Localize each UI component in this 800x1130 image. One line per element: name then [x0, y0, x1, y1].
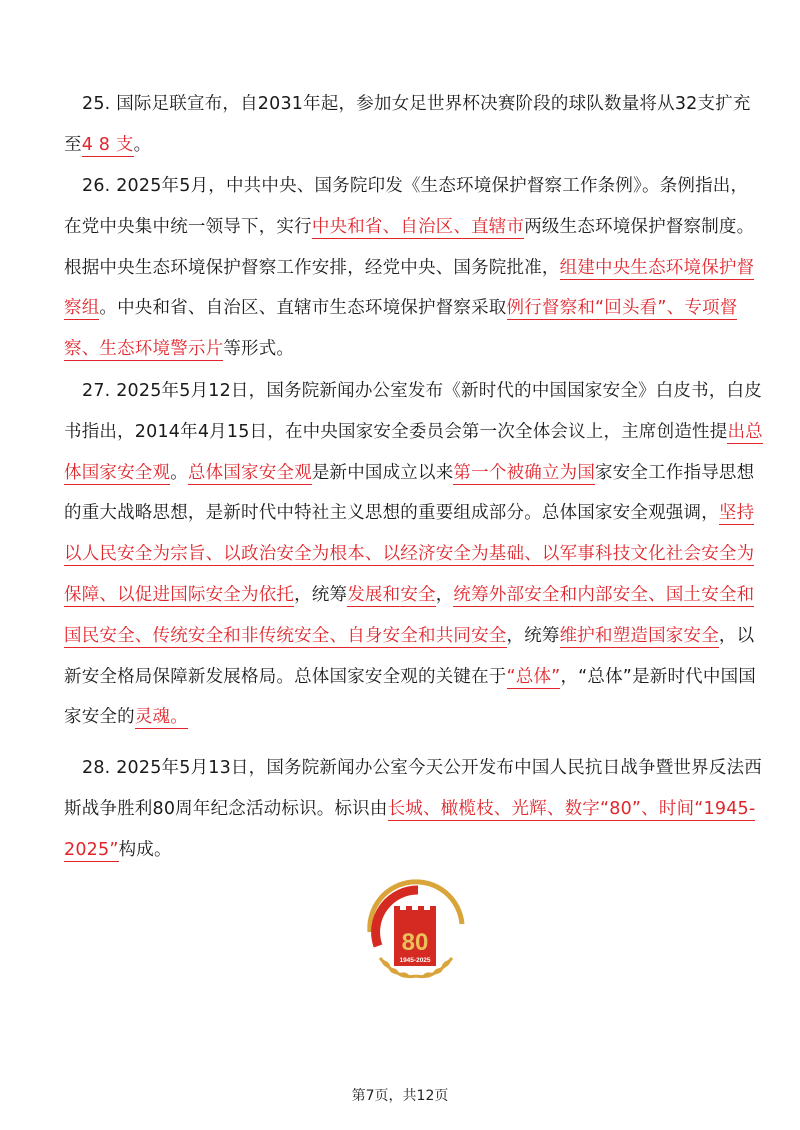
highlighted-answer: 第一个被确立为国: [453, 462, 596, 483]
page-number: 第7页，共12页: [351, 1088, 449, 1104]
highlighted-answer: 总体国家安全观: [187, 462, 312, 483]
paragraph-text: 。: [133, 134, 152, 155]
highlighted-answer: 灵魂。: [134, 707, 188, 728]
paragraph-text: 构成。: [118, 839, 172, 860]
paragraph-text: 等形式。: [223, 339, 295, 360]
paragraph-q25: [64, 84, 764, 166]
paragraph-text: ，“总体”是新时代中国国家安全的: [64, 666, 756, 728]
paragraph-text: 是新中国成立以来: [311, 462, 454, 483]
highlighted-answer: 中央和省、自治区、直辖市: [311, 216, 525, 237]
paragraph-text: ，统筹: [294, 584, 348, 605]
highlighted-answer: 发展和安全: [347, 584, 436, 605]
paragraph-text: 28. 2025年5月13日，国务院新闻办公室今天公开发布中国人民抗日战争暨世界反法西斯战争胜利80周年纪念活动标识。标识由: [64, 758, 762, 819]
highlighted-answer: 出总体国家安全观: [64, 421, 763, 483]
paragraph-q28: [64, 748, 764, 870]
paragraph-text: 家安全工作指导思想的重大战略思想，是新时代中特社主义思想的重要组成部分。总体国家安全观强调，: [64, 462, 755, 524]
paragraph-text: 。: [170, 462, 188, 483]
paragraph-text: 26. 2025年5月，中共中央、国务院印发《生态环境保护督察工作条例》。条例指出，在党中央集中统一领导下，实行: [64, 176, 749, 237]
highlighted-answer: 坚持以人民安全为宗旨、以政治安全为根本、以经济安全为基础、以军事科技文化社会安全为保障、以促进国际安全为依托: [64, 503, 755, 605]
highlighted-answer: 统筹外部安全和内部安全、国土安全和国民安全、传统安全和非传统安全、自身安全和共同安全: [64, 584, 755, 646]
paragraph-text: 。中央和省、自治区、直辖市生态环境保护督察采取: [99, 298, 507, 319]
paragraph-text: 25. 国际足联宣布，自2031年起，参加女足世界杯决赛阶段的球队数量将从32支扩充至: [64, 94, 751, 155]
highlighted-answer: 长城、橄榄枝、光辉、数字“80”、时间“1945-2025”: [64, 798, 756, 860]
paragraph-text: ，以新安全格局保障新发展格局。总体国家安全观的关键在于: [64, 625, 755, 687]
anniversary-logo: [358, 876, 474, 988]
paragraph-text: 27. 2025年5月12日，国务院新闻办公室发布《新时代的中国国家安全》白皮书，白皮书指出，2014年4月15日，在中央国家安全委员会第一次全体会议上，主席创造性提: [64, 381, 762, 442]
paragraph-text: ，: [435, 584, 454, 605]
paragraph-q27: [64, 371, 764, 738]
logo-years: 1945-2025: [399, 957, 431, 964]
logo-number: 80: [401, 929, 429, 956]
highlighted-answer: 4 8 支: [81, 134, 134, 155]
paragraph-text: 两级生态环境保护督察制度。根据中央生态环境保护督察工作安排，经党中央、国务院批准，: [64, 216, 755, 278]
highlighted-answer: “总体”: [506, 666, 561, 687]
paragraph-q26: [64, 166, 764, 370]
highlighted-answer: 组建中央生态环境保护督察组: [64, 257, 755, 319]
paragraph-text: ，统筹: [506, 625, 560, 646]
highlighted-answer: 维护和塑造国家安全: [559, 625, 719, 646]
highlighted-answer: 例行督察和“回头看”、专项督察、生态环境警示片: [64, 298, 738, 360]
